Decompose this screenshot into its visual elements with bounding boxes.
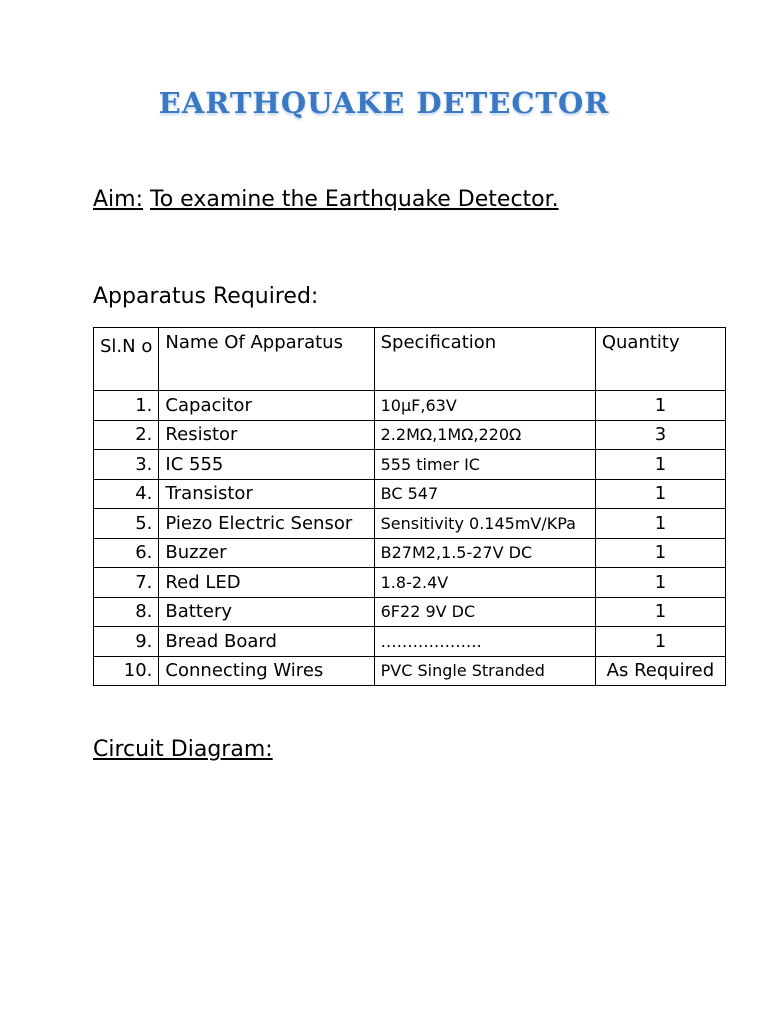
row-specification: PVC Single Stranded <box>374 656 595 686</box>
table-header-row <box>94 328 726 391</box>
apparatus-heading: Apparatus Required: <box>93 284 319 309</box>
header-specification: Specification <box>374 328 595 391</box>
row-sl-no: 9. <box>94 627 159 657</box>
aim-text: To examine the Earthquake Detector. <box>150 187 559 212</box>
row-name: Transistor <box>159 479 374 509</box>
row-sl-no: 8. <box>94 597 159 627</box>
row-specification: B27M2,1.5-27V DC <box>374 538 595 568</box>
table-row <box>94 656 726 686</box>
apparatus-table <box>93 327 726 686</box>
row-quantity: 1 <box>595 509 725 539</box>
row-name: IC 555 <box>159 450 374 480</box>
row-specification: BC 547 <box>374 479 595 509</box>
table-row <box>94 450 726 480</box>
table-row <box>94 420 726 450</box>
row-sl-no: 4. <box>94 479 159 509</box>
row-quantity: 1 <box>595 479 725 509</box>
row-quantity: 1 <box>595 568 725 598</box>
row-specification: ………………. <box>374 627 595 657</box>
row-name: Red LED <box>159 568 374 598</box>
row-specification: 2.2MΩ,1MΩ,220Ω <box>374 420 595 450</box>
table-row <box>94 538 726 568</box>
circuit-diagram-heading: Circuit Diagram: <box>93 737 273 762</box>
aim-line <box>93 187 559 212</box>
row-name: Battery <box>159 597 374 627</box>
header-name: Name Of Apparatus <box>159 328 374 391</box>
row-name: Bread Board <box>159 627 374 657</box>
header-sl-no: Sl.N o <box>94 328 159 391</box>
row-quantity: As Required <box>595 656 725 686</box>
table-row <box>94 597 726 627</box>
table-row <box>94 479 726 509</box>
row-quantity: 1 <box>595 627 725 657</box>
row-sl-no: 2. <box>94 420 159 450</box>
row-specification: 1.8-2.4V <box>374 568 595 598</box>
row-name: Resistor <box>159 420 374 450</box>
row-specification: 555 timer IC <box>374 450 595 480</box>
row-sl-no: 3. <box>94 450 159 480</box>
table-row <box>94 509 726 539</box>
row-quantity: 3 <box>595 420 725 450</box>
row-sl-no: 6. <box>94 538 159 568</box>
row-quantity: 1 <box>595 391 725 421</box>
row-sl-no: 7. <box>94 568 159 598</box>
table-row <box>94 391 726 421</box>
row-specification: 6F22 9V DC <box>374 597 595 627</box>
row-name: Connecting Wires <box>159 656 374 686</box>
row-specification: 10μF,63V <box>374 391 595 421</box>
table-row <box>94 627 726 657</box>
row-name: Piezo Electric Sensor <box>159 509 374 539</box>
row-sl-no: 10. <box>94 656 159 686</box>
row-name: Capacitor <box>159 391 374 421</box>
row-quantity: 1 <box>595 538 725 568</box>
row-name: Buzzer <box>159 538 374 568</box>
document-title: EARTHQUAKE DETECTOR <box>158 86 610 120</box>
table-body <box>94 391 726 686</box>
row-quantity: 1 <box>595 450 725 480</box>
aim-label: Aim: <box>93 187 144 212</box>
table-row <box>94 568 726 598</box>
row-quantity: 1 <box>595 597 725 627</box>
header-quantity: Quantity <box>595 328 725 391</box>
row-specification: Sensitivity 0.145mV/KPa <box>374 509 595 539</box>
row-sl-no: 1. <box>94 391 159 421</box>
row-sl-no: 5. <box>94 509 159 539</box>
